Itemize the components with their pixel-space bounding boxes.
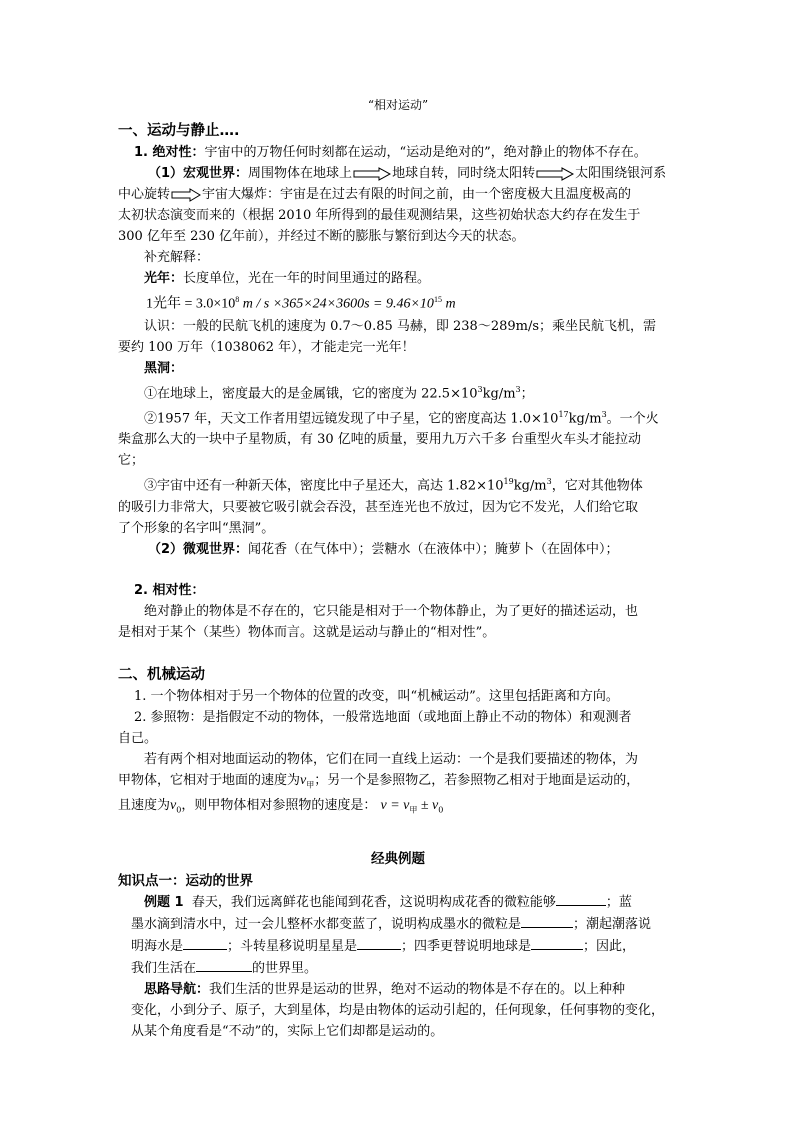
absolute-label: 1. 绝对性： xyxy=(134,145,205,160)
black-hole-point-2-line-2: 柴盒那么大的一块中子星物质，有 30 亿吨的质量，要用九万六千多 台重型火车头才能拉动 xyxy=(118,432,641,448)
light-year-text: 长度单位，光在一年的时间里通过的路程。 xyxy=(183,271,431,286)
black-hole-point-1: ①在地球上，密度最大的是金属锇，它的密度为 $22.5\times 10^3kg/m^3$； xyxy=(144,384,534,401)
macro-text-e: 宇宙大爆炸：宇宙是在过去有限的时间之前，由一个密度极大且温度极高的 xyxy=(202,187,632,202)
example-1-line-1: 例题 1 春天，我们远离鲜花也能闻到花香，这说明构成花香的微粒能够 ；蓝 xyxy=(118,891,678,913)
supplement-label: 补充解释： xyxy=(144,250,210,265)
light-year-formula: 1光年 = $3.0\times 10^8$ $m / s \times 365\times 24\times 3600s = 9.46\times 10^{15}$ m xyxy=(146,295,456,312)
right-arrow-icon xyxy=(353,167,391,181)
velocity-equation: v = v xyxy=(380,798,410,814)
micro-text: 闻花香（在气体中）；尝糖水（在液体中）；腌萝卜（在固体中）； xyxy=(248,541,619,557)
knowledge-point-heading: 知识点一：运动的世界 xyxy=(118,872,253,889)
guide-line-1: 思路导航：我们生活的世界是运动的世界，绝对不运动的物体是不存在的。以上种种 xyxy=(144,981,626,997)
example-1-line-2: 墨水滴到清水中，过一会儿整杯水都变蓝了，说明构成墨水的微粒是 ；潮起潮落说 xyxy=(118,913,678,935)
right-arrow-icon xyxy=(171,188,201,202)
macro-line-3: 太初状态演变而来的（根据 2010 年所得到的最佳观测结果，这些初始状态大约存在发生于 xyxy=(118,208,641,223)
mech-item-1: 1. 一个物体相对于另一个物体的位置的改变，叫“机械运动”。这里包括距离和方向。 xyxy=(134,688,619,704)
macro-paragraph xyxy=(118,163,678,184)
black-hole-point-3-line-2: 的吸引力非常大，只要被它吸引就会吞没，甚至连光也不放过，因为它不发光，人们给它取 xyxy=(118,499,639,515)
mech-item-3: 若有两个相对地面运动的物体，它们在同一直线上运动：一个是我们要描述的物体，为 xyxy=(144,751,639,767)
macro-label: （1）宏观世界： xyxy=(148,166,249,181)
document-page xyxy=(118,96,678,1042)
answer-blank[interactable] xyxy=(183,935,227,950)
macro-line-4: 300 亿年至 230 亿年前），并经过不断的膨胀与繁衍到达今天的状态。 xyxy=(118,229,525,244)
relativity-line-2: 是相对于某个（某些）物体而言。这就是运动与静止的“相对性”。 xyxy=(118,624,496,640)
right-arrow-icon xyxy=(536,167,574,181)
macro-text-a: 周围物体在地球上 xyxy=(248,166,353,181)
example-label: 例题 1 xyxy=(144,894,184,910)
mech-item-2: 2. 参照物：是指假定不动的物体，一般常选地面（或地面上静止不动的物体）和观测者 xyxy=(134,709,632,725)
answer-blank[interactable] xyxy=(531,935,583,950)
mech-item-3-line-3: 且速度为$v_0$，则甲物体相对参照物的速度是： $v = v_甲 \pm v_0$ xyxy=(118,798,444,815)
answer-blank[interactable] xyxy=(196,957,252,972)
micro-label: （2）微观世界： xyxy=(148,541,249,557)
answer-blank[interactable] xyxy=(521,913,573,928)
macro-text-d: 中心旋转 xyxy=(118,187,171,202)
black-hole-point-3-line-3: 了个形象的名字叫“黑洞”。 xyxy=(118,520,275,536)
guide-label: 思路导航： xyxy=(144,981,210,997)
macro-text-c: 太阳围绕银河系 xyxy=(575,166,667,181)
absolute-text: 宇宙中的万物任何时刻都在运动，“运动是绝对的”，绝对静止的物体不存在。 xyxy=(204,145,647,160)
spacer xyxy=(118,560,678,580)
example-1-line-3: 明海水是 ；斗转星移说明星星是 ；四季更替说明地球是 ；因此， xyxy=(118,935,678,957)
section-2-heading: 二、机械运动 xyxy=(118,666,205,683)
section-1-heading: 一、运动与静止…. xyxy=(118,123,240,139)
absolute-paragraph xyxy=(118,142,678,163)
know-line-2: 要约 100 万年（1038062 年），才能走完一光年！ xyxy=(118,339,415,355)
black-hole-point-2: ②1957 年，天文工作者用望远镜发现了中子星，它的密度高达 $1.0\times 10^{17}kg/m^3$。一个火 xyxy=(144,409,659,427)
page-title: “相对运动” xyxy=(367,98,429,112)
mech-item-3-line-2: 甲物体，它相对于地面的速度为$v_甲$；另一个是参照物乙，若参照物乙相对于地面是运动的， xyxy=(118,772,640,790)
black-hole-point-2-line-3: 它； xyxy=(118,453,145,469)
example-1-line-4: 我们生活在 的世界里。 xyxy=(118,957,678,979)
macro-line-2 xyxy=(118,184,678,205)
black-hole-point-3: ③宇宙中还有一种新天体，密度比中子星还大，高达 $1.82\times 10^{19}kg/m^3$，它对其他物体 xyxy=(144,477,643,494)
relativity-line-1: 绝对静止的物体是不存在的，它只能是相对于一个物体静止，为了更好的描述运动，也 xyxy=(144,603,639,619)
answer-blank[interactable] xyxy=(357,935,401,950)
guide-line-2: 变化，小到分子、原子，大到星体，均是由物体的运动引起的，任何现象，任何事物的变化， xyxy=(131,1002,665,1018)
micro-paragraph xyxy=(118,539,678,560)
black-hole-label: 黑洞： xyxy=(144,360,184,376)
spacer xyxy=(118,643,678,659)
mech-item-2-line-2: 自己。 xyxy=(118,730,158,746)
macro-text-b: 地球自转，同时绕太阳转 xyxy=(392,166,536,181)
guide-line-3: 从某个角度看是“不动”的，实际上它们却都是运动的。 xyxy=(131,1023,444,1039)
answer-blank[interactable] xyxy=(556,891,606,906)
examples-heading: 经典例题 xyxy=(371,850,425,867)
know-line-1: 认识：一般的民航飞机的速度为 0.7～0.85 马赫，即 238～289m/s；乘坐民航飞机，需 xyxy=(144,318,657,334)
light-year-label: 光年： xyxy=(144,271,184,286)
relativity-label: 2. 相对性： xyxy=(134,582,205,598)
light-year-paragraph xyxy=(118,268,678,289)
